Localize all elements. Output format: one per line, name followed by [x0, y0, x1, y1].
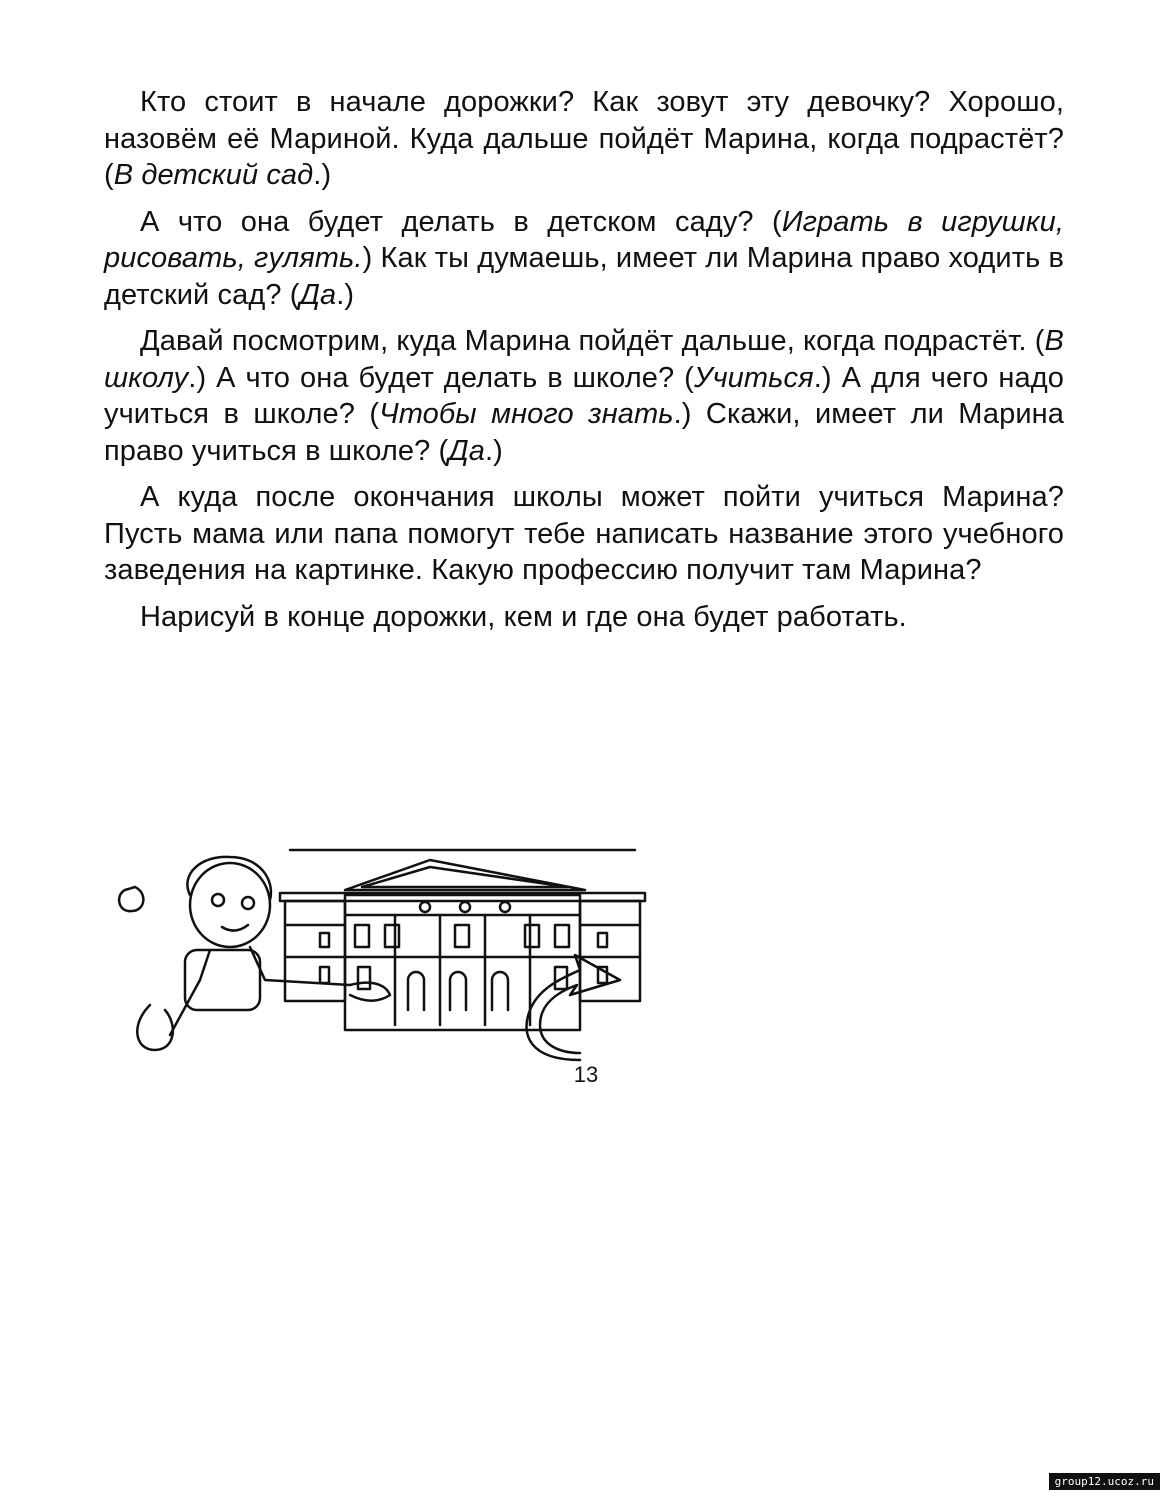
text-run: .) А что она будет делать в школе? (: [188, 361, 694, 394]
school-building-icon: [280, 860, 645, 1030]
answer-hint: Учиться: [693, 361, 814, 394]
text-run: .): [336, 278, 355, 311]
text-run: А куда после окончания школы может пойти учиться Марина? Пусть мама или папа помогут тебе написать название этого учебного заведения на картинке. Какую профессию получит там Марина?: [104, 481, 1064, 586]
paragraph: [104, 479, 1064, 589]
answer-hint: Играть в игрушки, рисовать, гулять.: [104, 205, 1064, 274]
watermark: group12.ucoz.ru: [1049, 1473, 1160, 1490]
paragraph: [104, 84, 1064, 194]
text-run: Давай посмотрим, куда Марина пойдёт дальше, когда подрастёт. (: [140, 325, 1045, 357]
text-run: .): [313, 159, 332, 191]
text-run: Кто стоит в начале дорожки? Как зовут эту девочку? Хорошо, назовём её Мариной. Куда дальше пойдёт Марина, когда подрастёт? (: [104, 86, 1064, 191]
answer-hint: В детский сад: [113, 159, 314, 191]
answer-hint: Да: [299, 278, 337, 311]
text-run: Нарисуй в конце дорожки, кем и где она будет работать.: [140, 600, 907, 633]
answer-hint: Чтобы много знать: [379, 398, 674, 430]
text-run: А что она будет делать в детском саду? (: [140, 205, 782, 238]
text-run: .) Скажи, имеет ли Марина право учиться в школе? (: [104, 398, 1064, 467]
paragraph: [104, 599, 1064, 636]
text-run: .) А для чего надо учиться в школе? (: [104, 361, 1064, 430]
answer-hint: Да: [448, 434, 485, 467]
answer-hint: В школу: [104, 325, 1064, 394]
paragraph: [104, 323, 1064, 469]
text-run: ) Как ты думаешь, имеет ли Марина право ходить в детский сад? (: [104, 242, 1064, 311]
text-run: .): [484, 434, 503, 467]
path-illustration: [100, 835, 740, 1065]
girl-figure-icon: [119, 857, 390, 1050]
instruction-text: [104, 84, 1064, 645]
page-number: 13: [573, 1062, 599, 1087]
paragraph: [104, 204, 1064, 314]
